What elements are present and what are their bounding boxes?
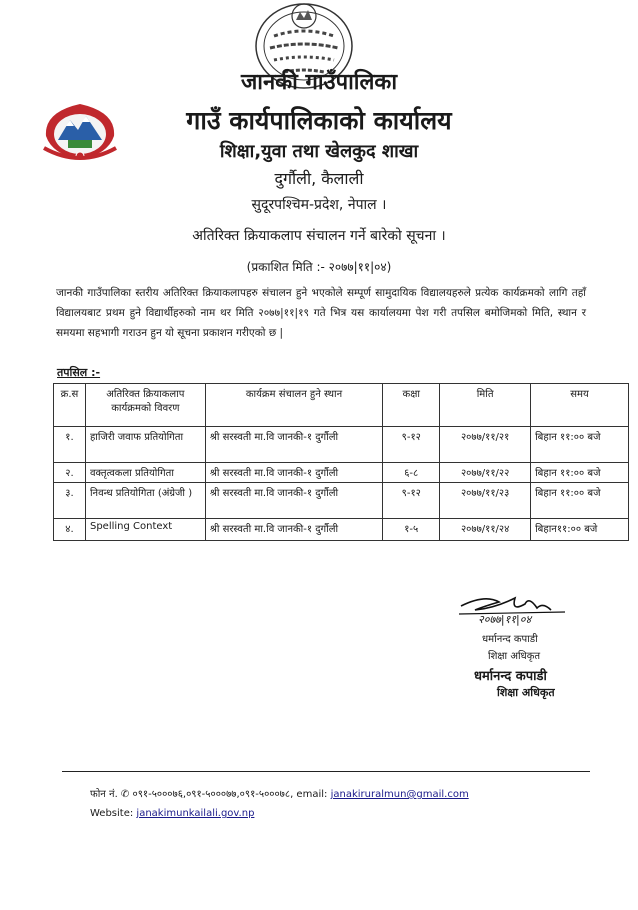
- cell-sn: ३.: [54, 483, 86, 519]
- municipality-name: जानकी गाउँपालिका: [240, 70, 398, 95]
- cell-date: २०७७/११/२४: [440, 519, 531, 541]
- footer-website: [90, 808, 254, 819]
- notice-body: जानकी गाउँपालिका स्तरीय अतिरिक्त क्रियाकलापहरु संचालन हुने भएकोले सम्पूर्ण सामुदायिक विद्यालयहरुले प्रत्येक कार्यक्रमको लागि तहाँ विद्यालयबाट प्रथम हुने विद्यार्थीहरुको नाम थर मिति २०७७|११|१९ गते भित्र यस कार्यालयमा पेश गरी तपसिल बमोजिमको मिति, स्थान र समयमा सहभागी गराउन हुन यो सूचना प्रकाशन गरीएको छ |: [56, 287, 586, 339]
- cell-grade: ९-१२: [383, 483, 440, 519]
- cell-activity: निवन्ध प्रतियोगिता (अंग्रेजी ): [85, 483, 205, 519]
- cell-venue: श्री सरस्वती मा.वि जानकी-१ दुर्गौली: [205, 483, 383, 519]
- cell-time: बिहान ११:०० बजे: [531, 427, 629, 463]
- province-line: सुदूरपश्चिम-प्रदेश, नेपाल ।: [251, 197, 387, 213]
- footer-divider: [62, 771, 590, 772]
- officer-title: शिक्षा अधिकृत: [497, 686, 555, 699]
- cell-venue: श्री सरस्वती मा.वि जानकी-१ दुर्गौली: [205, 519, 383, 541]
- cell-activity: वक्तृत्वकला प्रतियोगिता: [85, 463, 205, 483]
- table-row: [54, 519, 629, 541]
- cell-sn: १.: [54, 427, 86, 463]
- table-row: [54, 463, 629, 483]
- branch-name: शिक्षा,युवा तथा खेलकुद शाखा: [219, 141, 419, 162]
- header-grade: कक्षा: [383, 384, 440, 427]
- signature-date: २०७७|११|०४: [478, 613, 532, 626]
- footer-contact: [90, 786, 469, 800]
- cell-date: २०७७/११/२३: [440, 483, 531, 519]
- schedule-table: [53, 383, 629, 541]
- stamp-title: शिक्षा अधिकृत: [488, 651, 541, 662]
- cell-sn: ४.: [54, 519, 86, 541]
- notice-title: अतिरिक्त क्रियाकलाप संचालन गर्ने बारेको सूचना ।: [192, 228, 446, 244]
- website-label: Website:: [90, 808, 134, 819]
- schedule-label: तपसिल :-: [57, 366, 101, 379]
- phone-label: फोन नं. ✆ ०९१-५०००७६,०९१-५०००७७,०९१-५०००७८, email:: [90, 789, 328, 800]
- cell-sn: २.: [54, 463, 86, 483]
- cell-time: बिहान ११:०० बजे: [531, 463, 629, 483]
- header-activity: अतिरिक्त क्रियाकलाप कार्यक्रमको विवरण: [85, 384, 205, 427]
- officer-name: धर्मानन्द कपाडी: [474, 669, 547, 684]
- cell-activity: Spelling Context: [85, 519, 205, 541]
- cell-activity: हाजिरी जवाफ प्रतियोगिता: [85, 427, 205, 463]
- stamp-name: धर्मानन्द कपाडी: [482, 634, 538, 645]
- published-date: (प्रकाशित मिति :- २०७७|११|०४): [246, 260, 392, 274]
- email-link[interactable]: janakiruralmun@gmail.com: [330, 789, 469, 800]
- header-time: समय: [531, 384, 629, 427]
- table-row: [54, 483, 629, 519]
- cell-time: बिहान ११:०० बजे: [531, 483, 629, 519]
- cell-grade: ९-१२: [383, 427, 440, 463]
- header-venue: कार्यक्रम संचालन हुने स्थान: [205, 384, 383, 427]
- cell-date: २०७७/११/२२: [440, 463, 531, 483]
- cell-venue: श्री सरस्वती मा.वि जानकी-१ दुर्गौली: [205, 463, 383, 483]
- cell-date: २०७७/११/२१: [440, 427, 531, 463]
- cell-time: बिहान११:०० बजे: [531, 519, 629, 541]
- table-header-row: [54, 384, 629, 427]
- website-link[interactable]: janakimunkailali.gov.np: [136, 808, 255, 819]
- header-date: मिति: [440, 384, 531, 427]
- office-location: दुर्गौली, कैलाली: [274, 169, 364, 188]
- office-name: गाउँ कार्यपालिकाको कार्यालय: [186, 106, 452, 135]
- cell-grade: ६-८: [383, 463, 440, 483]
- table-row: [54, 427, 629, 463]
- cell-venue: श्री सरस्वती मा.वि जानकी-१ दुर्गौली: [205, 427, 383, 463]
- header-sn: क्र.स: [54, 384, 86, 427]
- cell-grade: १-५: [383, 519, 440, 541]
